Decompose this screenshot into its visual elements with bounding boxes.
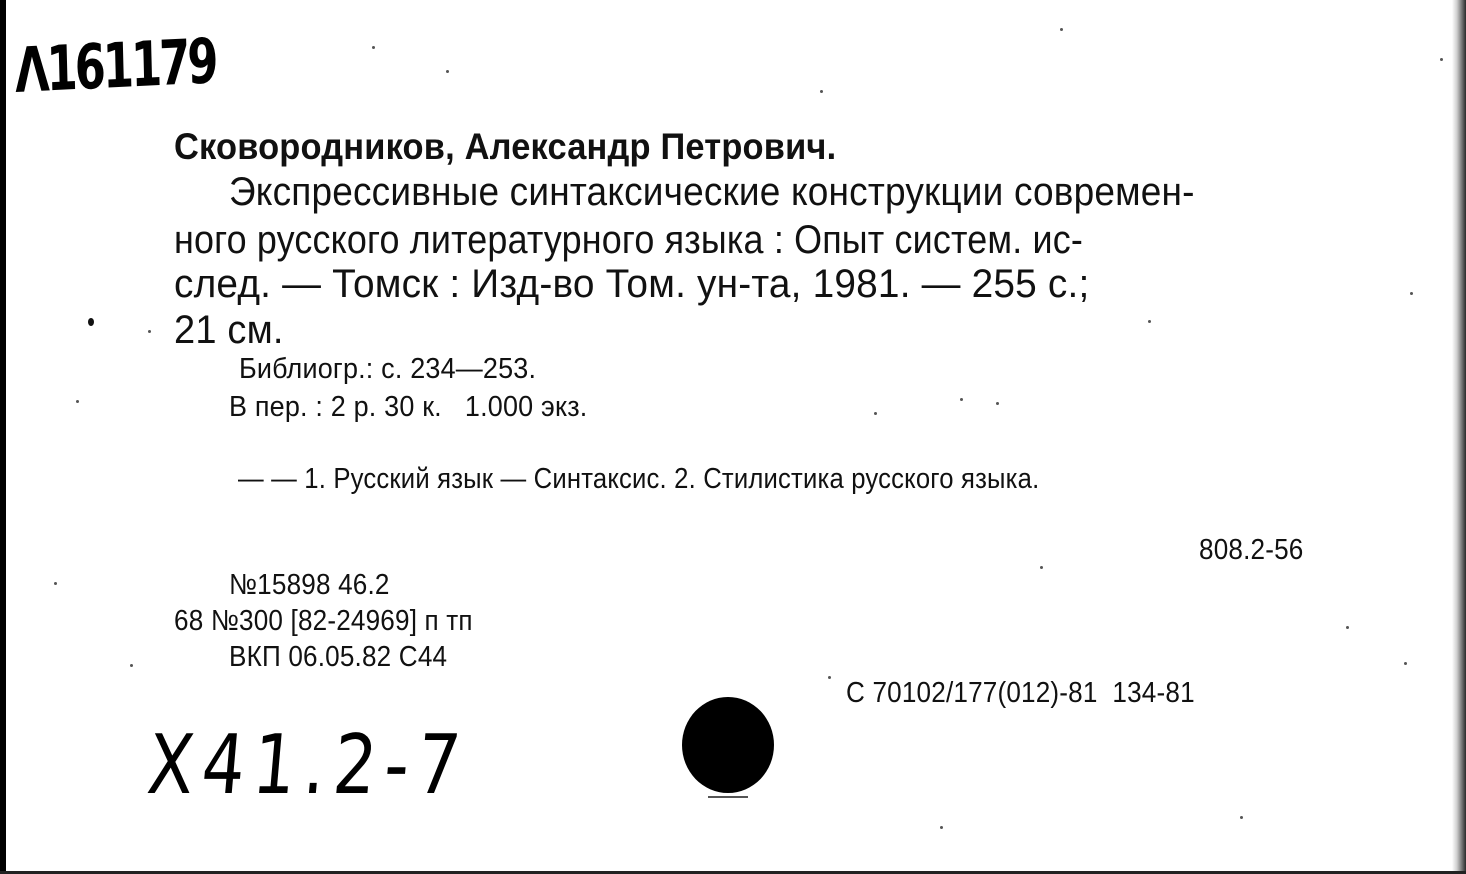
dust-speck xyxy=(130,664,133,667)
dust-speck xyxy=(960,398,963,401)
card-right-edge xyxy=(1452,0,1466,874)
dust-speck xyxy=(708,796,748,798)
author-heading: Сковородников, Александр Петрович. xyxy=(174,126,837,167)
dust-speck xyxy=(828,676,831,679)
punch-hole xyxy=(682,697,774,793)
dust-speck xyxy=(1404,662,1407,665)
code-line-3: ВКП 06.05.82 С44 xyxy=(229,641,448,673)
dust-speck xyxy=(820,90,823,93)
classification-code: С 70102/177(012)-81 134-81 xyxy=(846,677,1195,709)
dust-speck xyxy=(1240,816,1243,819)
dust-speck xyxy=(372,46,375,49)
card-left-edge xyxy=(0,0,6,874)
bibliography-note: Библиогр.: с. 234—253. xyxy=(239,353,537,385)
dust-speck xyxy=(1148,320,1151,323)
dust-speck xyxy=(76,400,79,403)
dust-speck xyxy=(1060,28,1063,31)
dust-speck xyxy=(1346,626,1349,629)
title-line-4: 21 см. xyxy=(174,308,284,352)
title-line-3: след. — Томск : Изд-во Том. ун-та, 1981. — 255 с.; xyxy=(174,262,1090,306)
dust-speck xyxy=(874,412,877,415)
subject-headings: — — 1. Русский язык — Синтаксис. 2. Стилистика русского языка. xyxy=(238,463,1040,495)
dust-speck xyxy=(148,330,151,333)
price-and-copies: В пер. : 2 р. 30 к. 1.000 экз. xyxy=(229,391,588,423)
code-line-1: №15898 46.2 xyxy=(229,569,390,601)
dust-speck xyxy=(88,318,94,326)
udc-index: 808.2-56 xyxy=(1199,534,1304,566)
handwritten-shelfmark-bottom: Х41.2-7 xyxy=(143,718,473,813)
code-line-2: 68 №300 [82-24969] п тп xyxy=(174,605,473,637)
dust-speck xyxy=(996,402,999,405)
dust-speck xyxy=(1410,292,1413,295)
dust-speck xyxy=(54,582,57,585)
dust-speck xyxy=(446,70,449,73)
title-line-2: ного русского литературного языка : Опыт систем. ис- xyxy=(174,218,1083,262)
dust-speck xyxy=(940,826,943,829)
dust-speck xyxy=(1440,58,1443,61)
handwritten-shelfmark-top: Λ161179 xyxy=(14,24,217,107)
title-line-1: Экспрессивные синтаксические конструкции современ- xyxy=(229,170,1195,214)
dust-speck xyxy=(1040,566,1043,569)
